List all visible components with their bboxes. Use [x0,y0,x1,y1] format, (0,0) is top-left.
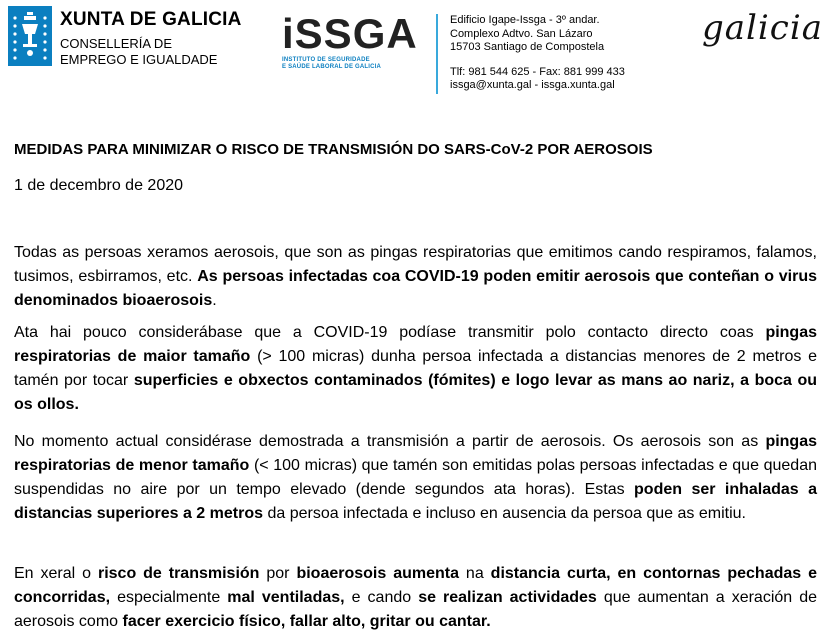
contact-email-web: issga@xunta.gal - issga.xunta.gal [450,79,615,91]
issga-tagline-1: INSTITUTO DE SEGURIDADE [282,57,370,63]
header-divider [436,14,438,94]
contact-phone: Tlf: 981 544 625 - Fax: 881 999 433 [450,65,625,78]
bold-run: se realizan actividades [418,589,597,606]
bold-run: As persoas infectadas coa COVID-19 poden emitir aerosois que conteñan o virus denominados bioaerosois [14,268,817,309]
document-body [14,140,818,630]
issga-tagline-2: E SAÚDE LABORAL DE GALICIA [282,64,382,70]
bold-run: bioaerosois aumenta [296,565,459,582]
xunta-text-block [60,8,250,68]
bold-run: distancia curta, en contornas pechadas e concorridas, [14,565,818,606]
issga-tagline [282,57,427,71]
xunta-shield-logo [8,6,52,66]
bold-run: pingas respiratorias de maior tamaño [14,324,817,365]
text-run: Todas as persoas xeramos aerosois, que son as pingas respiratorias que emitimos cando respiramos, falamos, tusimos, esbirramos, etc. [14,244,817,285]
text-run: e cando [344,589,419,606]
document-title: MEDIDAS PARA MINIMIZAR O RISCO DE TRANSMISIÓN DO SARS-CoV-2 POR AEROSOIS [14,141,653,158]
text-run: En xeral o [14,565,98,582]
conselleria-line-2: EMPREGO E IGUALDADE [60,52,218,67]
shield-icon [8,6,52,66]
text-run: da persoa infectada e incluso en ausencia da persoa que as emitiu. [263,505,746,522]
paragraph-2 [14,321,817,417]
contact-line-1: Edificio Igape-Issga - 3º andar. [450,14,600,26]
bold-run: poden ser inhaladas a distancias superiores a 2 metros [14,481,817,522]
text-run: (> 100 micras) dunha persoa infectada a distancias menores de 2 metros e tamén por tocar [14,348,817,389]
letterhead [0,0,832,110]
text-run: por [259,565,297,582]
text-run: Ata hai pouco considerábase que a COVID-19 podíase transmitir polo contacto directo coas [14,324,766,341]
conselleria-name [60,36,250,68]
bold-run: mal ventiladas, [227,589,345,606]
document-date: 1 de decembro de 2020 [14,177,184,194]
bold-run: superficies e obxectos contaminados (fómites) e logo levar as mans ao nariz, a boca ou os ollos. [14,372,818,413]
paragraph-4 [14,562,817,634]
paragraph-3 [14,430,817,526]
bold-run: facer exercicio físico, fallar alto, gritar ou cantar. [122,613,491,630]
issga-wordmark: iSSGA [282,10,418,57]
contact-block [450,14,625,93]
galicia-logo: galicia [702,8,823,48]
text-run: (< 100 micras) que tamén son emitidas polas persoas infectadas e que quedan suspendidas no aire por un tempo elevado (dende segundos ata horas). Estas [14,457,817,498]
text-run: especialmente [110,589,228,606]
xunta-title: XUNTA DE GALICIA [60,9,242,30]
text-run: . [212,292,217,309]
text-run: que aumentan a xeración de aerosois como [14,589,818,630]
bold-run: pingas respiratorias de menor tamaño [14,433,817,474]
contact-line-3: 15703 Santiago de Compostela [450,41,605,53]
conselleria-line-1: CONSELLERÍA DE [60,36,172,51]
text-run: na [459,565,491,582]
bold-run: risco de transmisión [97,565,260,582]
issga-logo [282,12,427,78]
text-run: No momento actual considérase demostrada a transmisión a partir de aerosois. Os aerosois son as [14,433,766,450]
paragraph-1 [14,241,817,313]
contact-line-2: Complexo Adtvo. San Lázaro [450,27,593,40]
